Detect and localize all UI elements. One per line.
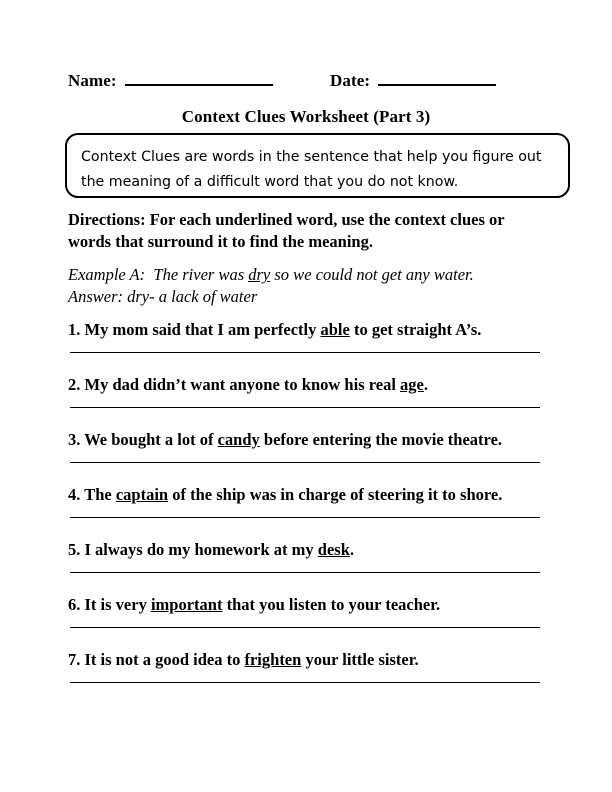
- example-sentence-after: so we could not get any water.: [274, 265, 474, 284]
- example-sentence: [68, 264, 568, 286]
- question-target-word: important: [150, 595, 223, 614]
- name-date-row: [68, 70, 544, 94]
- question-text-before: It is very: [84, 595, 147, 614]
- question-block: [68, 375, 546, 430]
- question-text-after: that you listen to your teacher.: [226, 595, 441, 614]
- question-target-word: age: [400, 375, 424, 394]
- question-block: [68, 430, 546, 485]
- question-text-after: .: [349, 540, 355, 559]
- name-input-blank[interactable]: [125, 70, 273, 86]
- question-sentence: [68, 540, 546, 560]
- page-title: Context Clues Worksheet (Part 3): [181, 107, 431, 126]
- example-target-word: dry: [248, 265, 271, 284]
- question-text-before: My mom said that I am perfectly: [84, 320, 317, 339]
- question-text-before: I always do my homework at my: [84, 540, 314, 559]
- question-number: 6.: [68, 595, 81, 614]
- question-sentence: [68, 320, 546, 340]
- answer-blank-line[interactable]: [70, 682, 540, 683]
- question-sentence: [68, 430, 546, 450]
- question-number: 5.: [68, 540, 81, 559]
- question-number: 4.: [68, 485, 81, 504]
- question-block: [68, 650, 546, 705]
- question-text-after: before entering the movie theatre.: [263, 430, 503, 449]
- question-block: [68, 540, 546, 595]
- question-number: 7.: [68, 650, 81, 669]
- question-sentence: [68, 375, 546, 395]
- answer-blank-line[interactable]: [70, 407, 540, 408]
- question-number: 3.: [68, 430, 81, 449]
- example-answer: [68, 286, 568, 308]
- question-target-word: candy: [217, 430, 260, 449]
- answer-blank-line[interactable]: [70, 352, 540, 353]
- questions-list: [68, 320, 546, 705]
- question-block: [68, 595, 546, 650]
- name-field: [68, 70, 273, 91]
- directions-text: Directions: For each underlined word, use the context clues or words that surround it to find the meaning.: [68, 210, 505, 251]
- question-text-before: My dad didn’t want anyone to know his real: [84, 375, 396, 394]
- question-block: [68, 320, 546, 375]
- name-label: Name:: [68, 71, 117, 90]
- definition-line-1: Context Clues are words in the sentence that help you figure out: [81, 149, 542, 165]
- example-sentence-before: The river was: [153, 265, 245, 284]
- definition-box: [65, 133, 570, 198]
- question-text-before: The: [84, 485, 112, 504]
- definition-line-2: the meaning of a difficult word that you do not know.: [81, 174, 459, 190]
- question-text-before: We bought a lot of: [84, 430, 214, 449]
- question-number: 2.: [68, 375, 81, 394]
- question-text-after: to get straight A’s.: [353, 320, 482, 339]
- answer-blank-line[interactable]: [70, 517, 540, 518]
- example-answer-label: Answer:: [68, 287, 123, 306]
- question-number: 1.: [68, 320, 81, 339]
- date-field: [330, 70, 496, 91]
- question-target-word: captain: [115, 485, 169, 504]
- question-text-before: It is not a good idea to: [84, 650, 241, 669]
- question-target-word: able: [320, 320, 350, 339]
- example-label: Example A:: [68, 265, 146, 284]
- question-sentence: [68, 650, 546, 670]
- date-input-blank[interactable]: [378, 70, 496, 86]
- question-sentence: [68, 595, 546, 615]
- question-block: [68, 485, 546, 540]
- date-label: Date:: [330, 71, 371, 90]
- example-block: [68, 264, 568, 308]
- answer-blank-line[interactable]: [70, 462, 540, 463]
- question-text-after: your little sister.: [305, 650, 419, 669]
- example-answer-text: dry- a lack of water: [127, 287, 258, 306]
- question-sentence: [68, 485, 546, 505]
- answer-blank-line[interactable]: [70, 627, 540, 628]
- question-target-word: desk: [317, 540, 350, 559]
- question-text-after: .: [423, 375, 428, 394]
- answer-blank-line[interactable]: [70, 572, 540, 573]
- question-target-word: frighten: [244, 650, 302, 669]
- question-text-after: of the ship was in charge of steering it to shore.: [172, 485, 503, 504]
